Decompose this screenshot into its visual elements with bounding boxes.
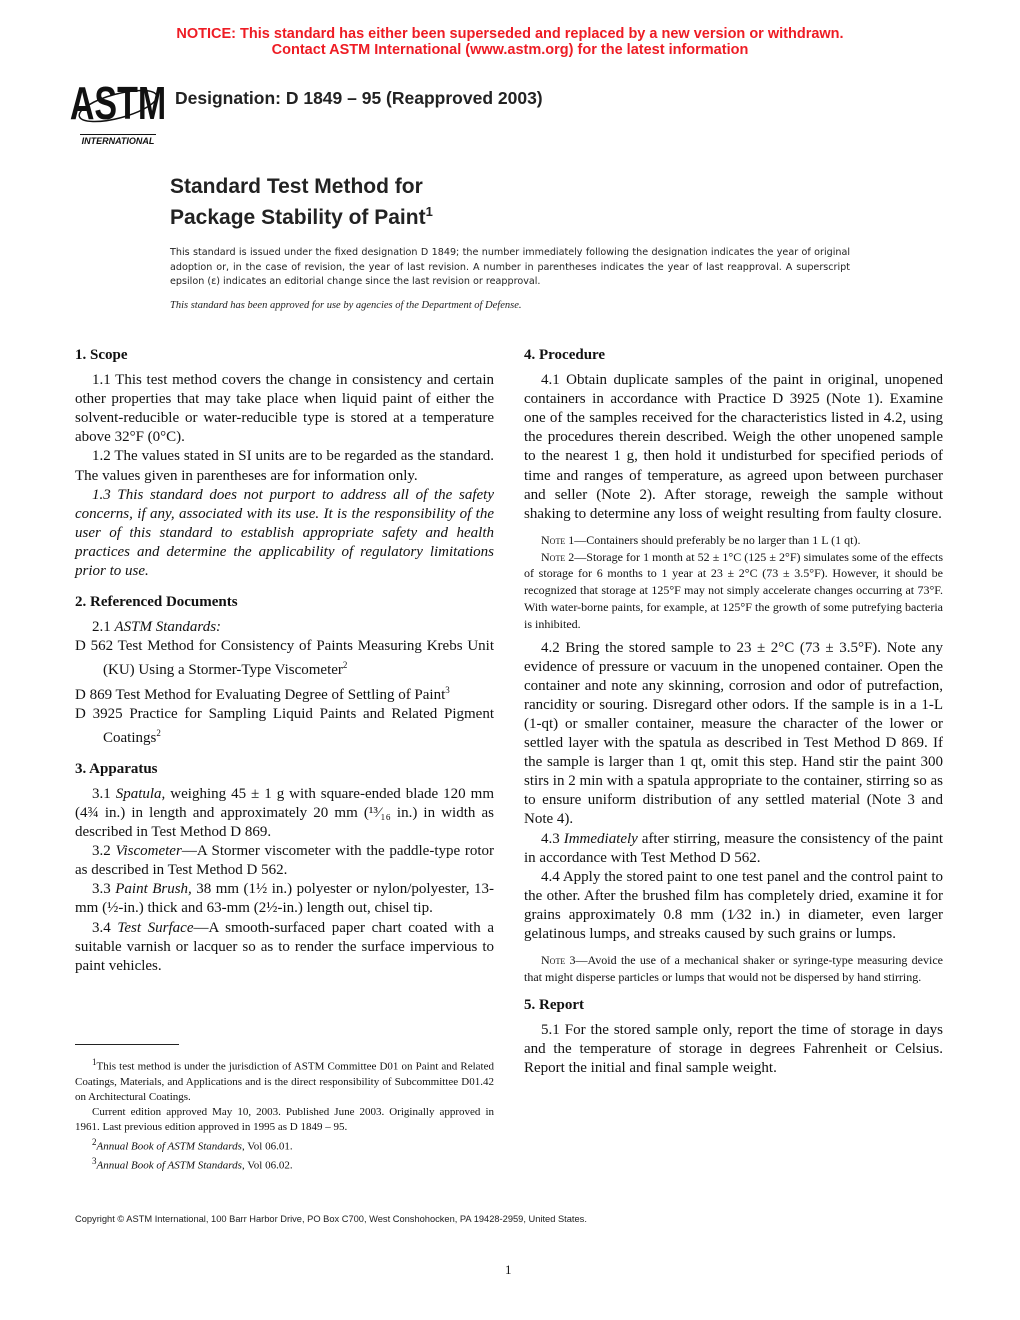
paragraph-1-1: 1.1 This test method covers the change in consistency and certain other properties that may take place when liquid paint of either the solvent-reducible or water-reducible type is stored at a temperature above 32°F (0°C).: [75, 372, 494, 446]
paragraph-3-2: [75, 842, 494, 880]
title-footnote-ref: 1: [425, 204, 433, 219]
document-title: [170, 174, 433, 230]
section-1-heading: 1. Scope: [75, 347, 128, 363]
paragraph-4-2: 4.2 Bring the stored sample to 23 ± 2°C (73 ± 3.5°F). Note any evidence of pressure or vacuum in the unopened container. Open the container and note any skinning, corrosion and odor of putrefaction, rancidity or souring. Disregard other odors. If the sample is in a 1-L (1-qt) or smaller container, measure the character of the lower or settled layer with the spatula as described in Test Method D 869. If the sample is larger than 1 qt, omit this step. Hand stir the paint 300 stirs in 2 min with a spatula appropriate to the container, stirring so as to ensure uniform distribution of any settled material (Note 3 and Note 4).: [524, 639, 943, 828]
paragraph-3-3: [75, 880, 494, 918]
paragraph-3-4: [75, 919, 494, 976]
para-italic: Test Surface: [117, 919, 194, 936]
para-text: after stirring, measure the consistency of the paint in accordance with Test Method D 562.: [524, 830, 944, 866]
ref-text: D 869 Test Method for Evaluating Degree of Settling of Paint: [75, 686, 446, 703]
para-italic: Spatula,: [115, 785, 166, 802]
withdrawal-notice: [0, 26, 1020, 58]
section-5-heading: 5. Report: [524, 996, 584, 1013]
copyright: Copyright © ASTM International, 100 Barr Harbor Drive, PO Box C700, West Conshohocken, PA 19428-2959, United States.: [75, 1214, 587, 1224]
footnote-italic: Annual Book of ASTM Standards: [96, 1140, 242, 1153]
note-3-block: [524, 952, 943, 986]
paragraph-1-2: 1.2 The values stated in SI units are to be regarded as the standard. The values given in parentheses are for information only.: [75, 448, 494, 484]
para-italic: Paint Brush,: [115, 881, 192, 898]
reference-d869: [75, 681, 494, 705]
ref-text: D 562 Test Method for Consistency of Paints Measuring Krebs Unit (KU) Using a Stormer-Type Viscometer: [75, 638, 494, 679]
footnotes: [75, 1055, 494, 1174]
para-num: 3.3: [92, 881, 116, 898]
para-text: —A Stormer viscometer with the paddle-type rotor as described in Test Method D 562.: [75, 843, 495, 879]
page-number: 1: [505, 1262, 512, 1277]
footnote-text: , Vol 06.01.: [241, 1140, 293, 1153]
footnote-text: This test method is under the jurisdiction of ASTM Committee D01 on Paint and Related Coatings, Materials, and Applications and is the direct responsibility of Subcommittee D01.42 on Architectural Coatings.: [75, 1060, 494, 1103]
reference-d562: [75, 637, 494, 680]
footnote-num: 2: [92, 1136, 97, 1147]
reference-d3925: [75, 705, 494, 748]
note-2: [524, 549, 943, 633]
paragraph-4-4: 4.4 Apply the stored paint to one test panel and the control paint to the other. After the brushed film has completely dried, examine it for grains approximately 0.8 mm (1⁄32 in.) in diameter, even larger gelatinous lumps, and streaks caused by such grains or lumps.: [524, 868, 943, 943]
note-label: Note 1: [541, 532, 575, 547]
notes-1-2: [524, 532, 943, 633]
para-num: 2.1: [92, 619, 115, 636]
section-3-heading: 3. Apparatus: [75, 760, 158, 777]
section-4-heading: 4. Procedure: [524, 347, 606, 363]
para-num: 3.4: [92, 919, 118, 936]
note-label: Note 2: [541, 549, 575, 564]
left-column: [75, 346, 494, 976]
para-italic: Immediately: [563, 830, 638, 847]
footnote-ref: 2: [342, 660, 348, 671]
note-text: —Avoid the use of a mechanical shaker or syringe-type measuring device that might disperse particles or lumps that would not be dispersed by hand stirring.: [524, 953, 943, 984]
title-line-1: Standard Test Method for: [170, 175, 423, 198]
para-text: —A smooth-surfaced paper chart coated with a suitable varnish or lacquer so as to render the surface impervious to paint vehicles.: [75, 919, 495, 974]
paragraph-2-1: [75, 618, 494, 637]
notice-line-2: Contact ASTM International (www.astm.org) for the latest information: [271, 42, 749, 58]
notice-line-1: NOTICE: This standard has either been superseded and replaced by a new version or withdrawn.: [176, 26, 844, 42]
footnote-ref: 2: [156, 727, 161, 738]
para-num: 4.3: [541, 830, 564, 847]
astm-logo: [69, 76, 167, 148]
note-text: —Containers should preferably be no larger than 1 L (1 qt).: [574, 532, 861, 547]
paragraph-1-3-text: 1.3 This standard does not purport to address all of the safety concerns, if any, associated with its use. It is the responsibility of the user of this standard to establish appropriate safety and health practices and determine the applicability of regulatory limitations prior to use.: [75, 486, 494, 580]
paragraph-4-3: [524, 830, 943, 868]
footnote-ref: 3: [445, 684, 450, 695]
note-1: [524, 532, 943, 549]
footnote-1-edition: Current edition approved May 10, 2003. Published June 2003. Originally approved in 1961. Last previous edition approved in 1995 as D 1849 – 95.: [75, 1105, 494, 1133]
footnote-3: [75, 1154, 494, 1174]
para-text: 38 mm (1½ in.) polyester or nylon/polyester, 13-mm (½-in.) thick and 63-mm (2½-in.) length out, chisel tip.: [75, 881, 495, 917]
footnote-italic: Annual Book of ASTM Standards: [96, 1159, 242, 1172]
para-italic: ASTM Standards:: [114, 619, 222, 636]
designation: Designation: D 1849 – 95 (Reapproved 2003): [175, 88, 543, 108]
footnote-divider: [75, 1044, 179, 1045]
section-2-heading: 2. Referenced Documents: [75, 594, 238, 611]
dod-statement: This standard has been approved for use by agencies of the Department of Defense.: [170, 300, 522, 311]
right-column: [524, 346, 943, 1078]
paragraph-4-1: 4.1 Obtain duplicate samples of the paint in original, unopened containers in accordance with Practice D 3925 (Note 1). Examine one of the samples received for the characteristics listed in 4.2, using the procedures therein described. Weigh the other unopened sample to the nearest 1 g, then hold it undisturbed for specified periods of time and ranges of temperature, as agreed upon between purchaser and seller (Note 2). After storage, reweigh the sample without shaking to determine any loss of weight resulting from faulty closure.: [524, 372, 943, 522]
para-text: weighing 45 ± 1 g with square-ended blade 120 mm (4¾ in.) in length and approximately 20 mm (¹³⁄₁₆ in.) in width as described in Test Method D 869.: [75, 785, 494, 841]
footnote-num: 3: [92, 1156, 97, 1167]
para-italic: Viscometer: [115, 843, 182, 860]
paragraph-1-3: [75, 486, 494, 581]
svg-text:INTERNATIONAL: INTERNATIONAL: [81, 136, 155, 146]
footnote-text: , Vol 06.02.: [241, 1159, 293, 1172]
para-num: 3.2: [92, 843, 116, 860]
para-num: 3.1: [92, 785, 116, 802]
note-text: —Storage for 1 month at 52 ± 1°C (125 ± 2°F) simulates some of the effects of storage for 6 months to 1 year at 23 ± 2°C (73 ± 3.5°F). However, it should be recognized that storage at 125°F may not simply accelerate changes occurring at 73°F. With water-borne paints, for example, at 125°F the growth of some putrefying bacteria is inhibited.: [524, 549, 943, 631]
issuance-statement: This standard is issued under the fixed designation D 1849; the number immediately following the designation indicates the year of original adoption or, in the case of revision, the year of last revision. A number in parentheses indicates the year of last reapproval. A superscript epsilon (ε) indicates an editorial change since the last revision or reapproval.: [170, 247, 850, 288]
footnote-2: [75, 1135, 494, 1155]
footnote-1: [75, 1055, 494, 1105]
paragraph-5-1: 5.1 For the stored sample only, report the time of storage in days and the temperature of storage in degrees Fahrenheit or Celsius. Report the initial and final sample weight.: [524, 1021, 943, 1076]
svg-text:ASTM: ASTM: [69, 77, 167, 130]
ref-text: D 3925 Practice for Sampling Liquid Paints and Related Pigment Coatings: [75, 705, 494, 746]
paragraph-3-1: [75, 785, 494, 842]
footnote-num: 1: [92, 1057, 97, 1067]
note-label: Note 3: [541, 953, 576, 968]
title-line-2: Package Stability of Paint: [170, 206, 426, 229]
note-3: [524, 952, 943, 986]
